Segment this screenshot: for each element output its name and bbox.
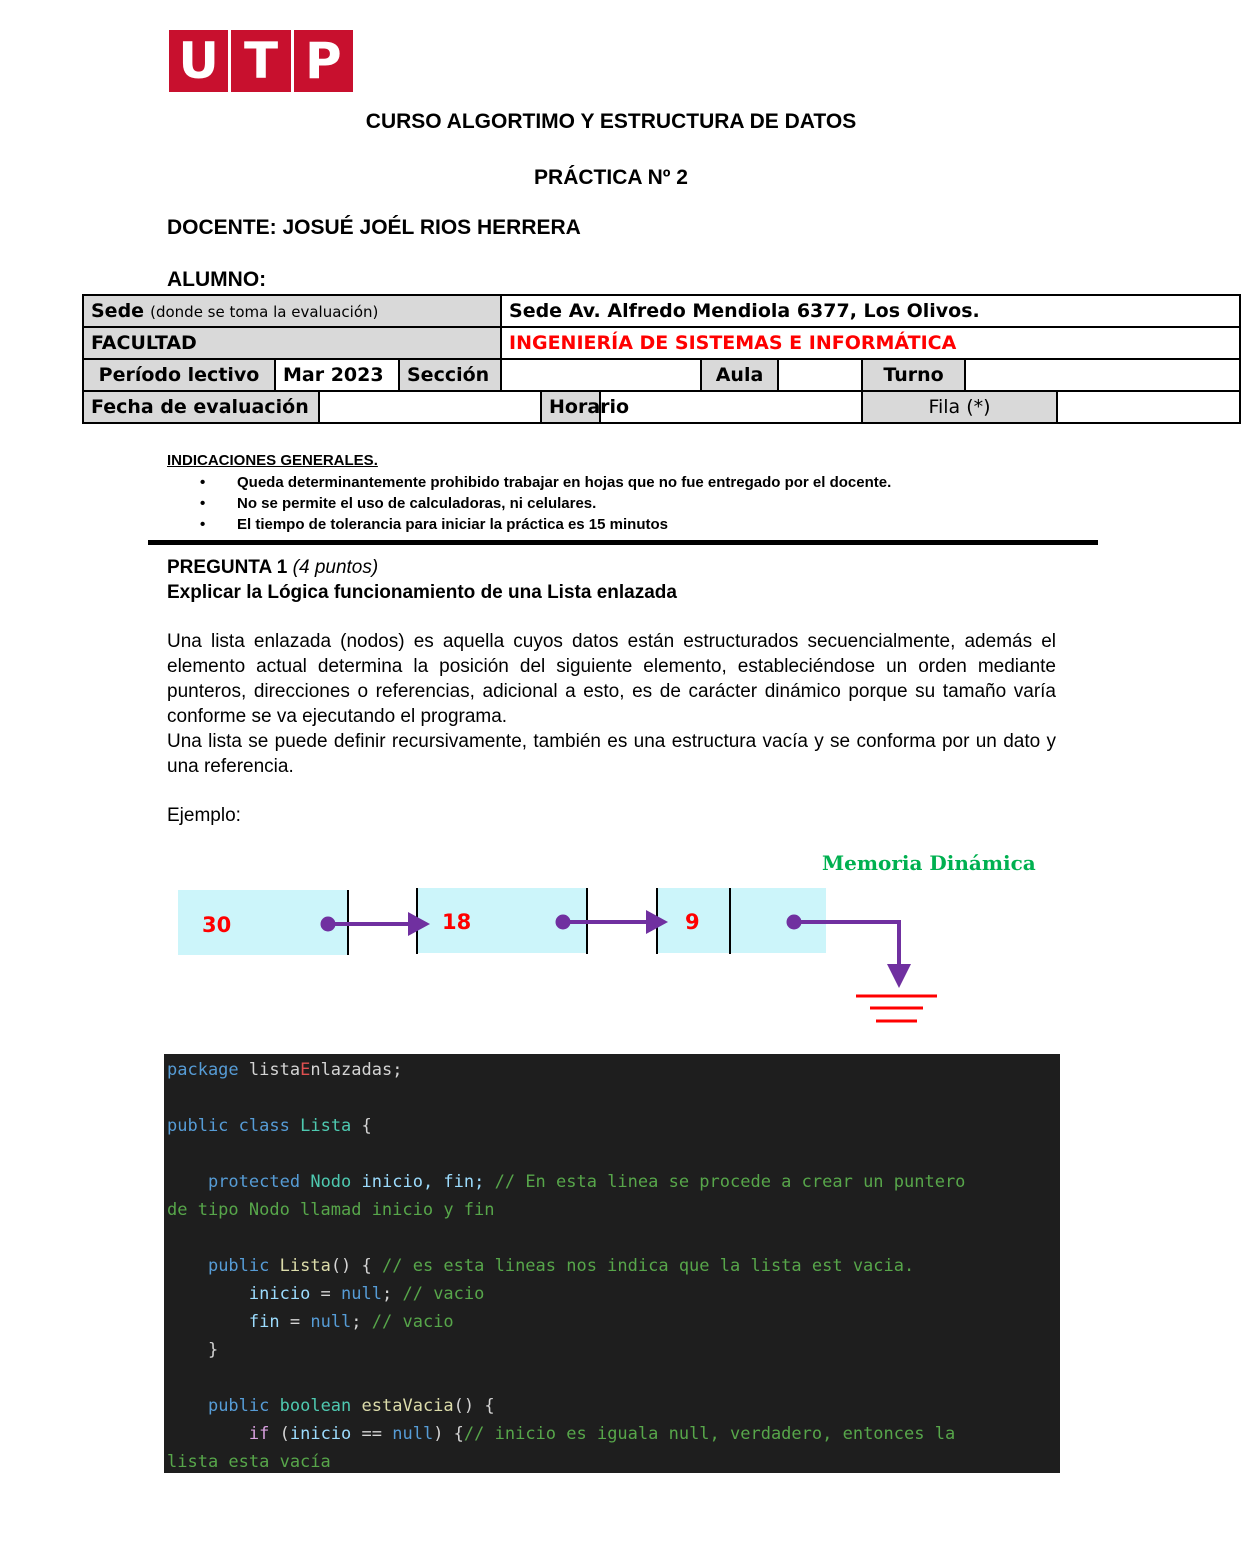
arrow-head: [646, 910, 668, 934]
node-value: 30: [202, 913, 232, 937]
answer-paragraph: Una lista se puede definir recursivamente, también es una estructura vacía y se conforma por un dato y una referencia.: [167, 731, 1056, 777]
node-value: 18: [442, 910, 472, 934]
teacher-line: DOCENTE: JOSUÉ JOÉL RIOS HERRERA: [167, 216, 581, 239]
list-item: • Queda determinantemente prohibido trabajar en hojas que no fue entregado por el docente.: [200, 472, 891, 493]
list-item: • No se permite el uso de calculadoras, ni celulares.: [200, 493, 891, 514]
logo-letter: U: [169, 30, 231, 92]
student-line: ALUMNO:: [167, 268, 267, 291]
code-line: fin = null; // vacio: [248, 1312, 454, 1332]
diagram-title: Memoria Dinámica: [822, 851, 1036, 875]
code-line: inicio = null; // vacio: [248, 1284, 485, 1304]
code-line: if (inicio == null) {// inicio es iguala null, verdadero, entonces la: [248, 1424, 956, 1444]
question-subtitle: Explicar la Lógica funcionamiento de una Lista enlazada: [167, 582, 677, 603]
question-points: (4 puntos): [292, 557, 379, 578]
arrow-head: [408, 912, 430, 936]
code-line: public Lista() { // es esta lineas nos indica que la lista est vacia.: [207, 1256, 915, 1276]
periodo-label: Período lectivo: [83, 359, 275, 391]
code-line: [167, 1140, 1060, 1168]
aula-label: Aula: [701, 359, 778, 391]
code-line: lista esta vacía: [167, 1452, 331, 1472]
code-line: [167, 1364, 1060, 1392]
course-title: CURSO ALGORTIMO Y ESTRUCTURA DE DATOS: [365, 110, 857, 133]
code-line: }: [207, 1340, 219, 1360]
fila-label: Fila (*): [862, 391, 1057, 423]
horario-label: Horario: [541, 391, 600, 423]
question-label: PREGUNTA 1: [167, 557, 288, 578]
periodo-value: Mar 2023: [275, 359, 399, 391]
code-line: public boolean estaVacia() {: [207, 1396, 495, 1416]
sede-value: Sede Av. Alfredo Mendiola 6377, Los Olivos.: [501, 295, 1240, 327]
code-line: de tipo Nodo llamad inicio y fin: [167, 1200, 495, 1220]
sede-label: Sede: [91, 300, 145, 322]
list-item: • El tiempo de tolerancia para iniciar la práctica es 15 minutos: [200, 514, 891, 535]
seccion-label: Sección: [399, 359, 501, 391]
code-line: protected Nodo inicio, fin; // En esta linea se procede a crear un puntero: [207, 1172, 966, 1192]
answer-paragraph: Una lista enlazada (nodos) es aquella cuyos datos están estructurados secuencialmente, además el elemento actual determina la posición del siguiente elemento, estableciéndose un orden mediante punteros, direcciones o referencias, adicional a esto, es de carácter dinámico porque su tamaño varía conforme se va ejecutando el programa.: [167, 631, 1056, 727]
code-line: [167, 1224, 1060, 1252]
pointer-arrow: [794, 922, 899, 966]
facultad-value: INGENIERÍA DE SISTEMAS E INFORMÁTICA: [501, 327, 1240, 359]
fecha-label: Fecha de evaluación: [83, 391, 319, 423]
null-ground-icon: [856, 996, 937, 1021]
sede-note: (donde se toma la evaluación): [150, 303, 379, 321]
indications-title: INDICACIONES GENERALES.: [167, 452, 378, 469]
node-value: 9: [685, 910, 700, 934]
logo-letter: P: [304, 32, 342, 90]
example-label: Ejemplo:: [167, 805, 241, 826]
code-line: public class Lista {: [167, 1116, 372, 1136]
code-line: package listaEnlazadas;: [167, 1060, 403, 1080]
code-line: [167, 1084, 1060, 1112]
arrow-head: [887, 964, 911, 988]
turno-label: Turno: [862, 359, 965, 391]
practice-title: PRÁCTICA Nº 2: [534, 166, 688, 189]
logo-letter: T: [231, 30, 293, 92]
facultad-label: FACULTAD: [83, 327, 501, 359]
code-block: [164, 1054, 1060, 1473]
